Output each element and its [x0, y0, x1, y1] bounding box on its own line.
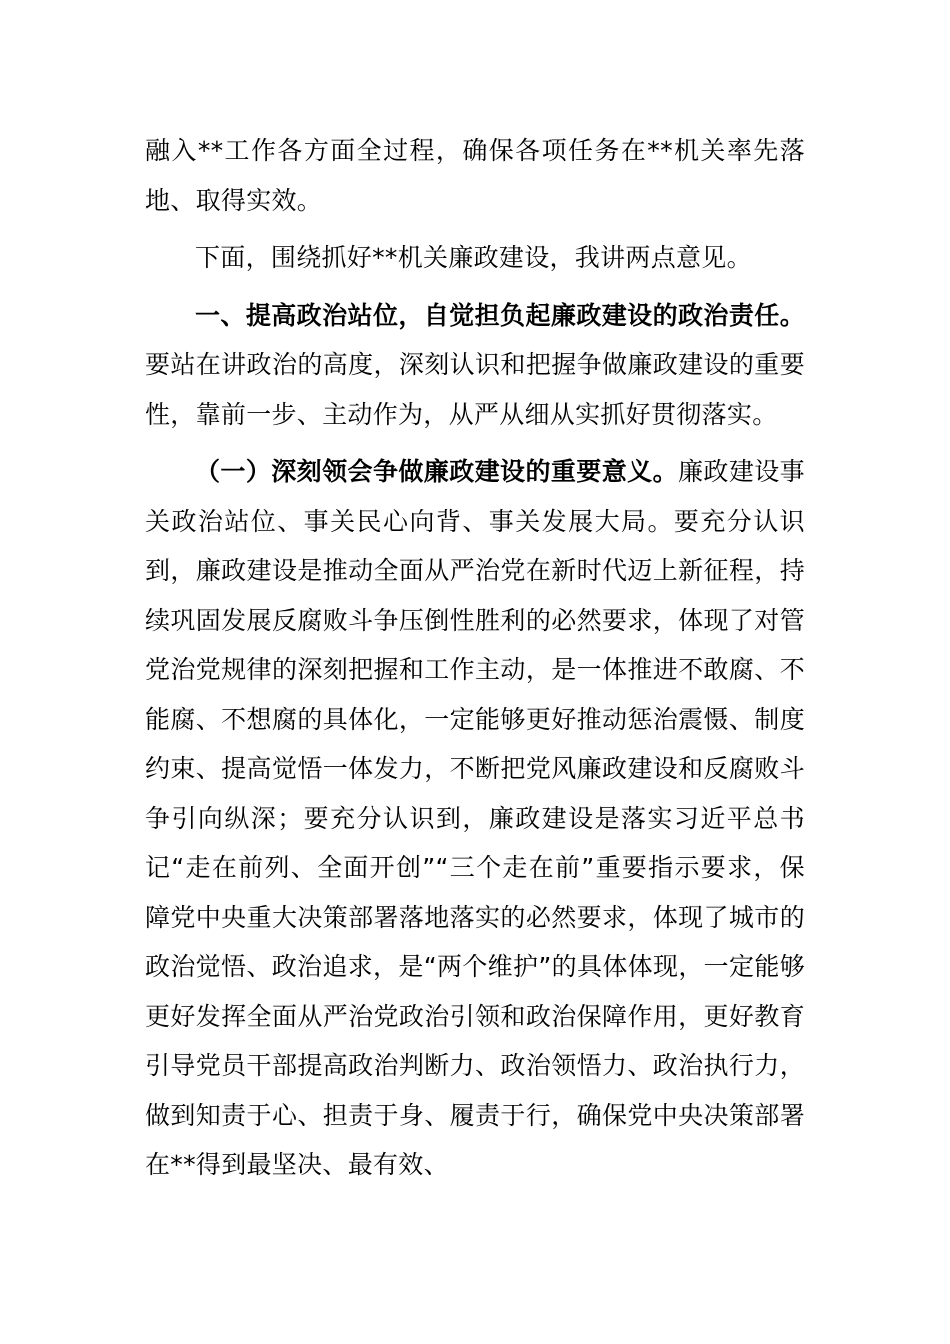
subsection-heading: （一）深刻领会争做廉政建设的重要意义。 [195, 457, 678, 486]
paragraph-text: 融入**工作各方面全过程，确保各项任务在**机关率先落地、取得实效。 [145, 136, 805, 215]
section-heading: 一、提高政治站位，自觉担负起廉政建设的政治责任。 [195, 300, 805, 330]
paragraph-text: 要站在讲政治的高度，深刻认识和把握争做廉政建设的重要性，靠前一步、主动作为，从严从细从实抓好贯彻落实。 [145, 350, 805, 429]
paragraph-intro [145, 233, 805, 283]
document-body [145, 126, 805, 1198]
paragraph-continuation [145, 126, 805, 225]
section-one [145, 291, 805, 440]
paragraph-text: 廉政建设事关政治站位、事关民心向背、事关发展大局。要充分认识到，廉政建设是推动全面从严治党在新时代迈上新征程，持续巩固发展反腐败斗争压倒性胜利的必然要求，体现了对管党治党规律的深刻把握和工作主动，是一体推进不敢腐、不能腐、不想腐的具体化，一定能够更好推动惩治震慑、制度约束、提高觉悟一体发力，不断把党风廉政建设和反腐败斗争引向纵深；要充分认识到，廉政建设是落实习近平总书记“走在前列、全面开创”“三个走在前”重要指示要求，保障党中央重大决策部署落地落实的必然要求，体现了城市的政治觉悟、政治追求，是“两个维护”的具体体现，一定能够更好发挥全面从严治党政治引领和政治保障作用，更好教育引导党员干部提高政治判断力、政治领悟力、政治执行力，做到知责于心、担责于身、履责于行，确保党中央决策部署在**得到最坚决、最有效、 [145, 457, 805, 1179]
paragraph-text: 下面，围绕抓好**机关廉政建设，我讲两点意见。 [195, 243, 752, 272]
subsection-one [145, 447, 805, 1190]
